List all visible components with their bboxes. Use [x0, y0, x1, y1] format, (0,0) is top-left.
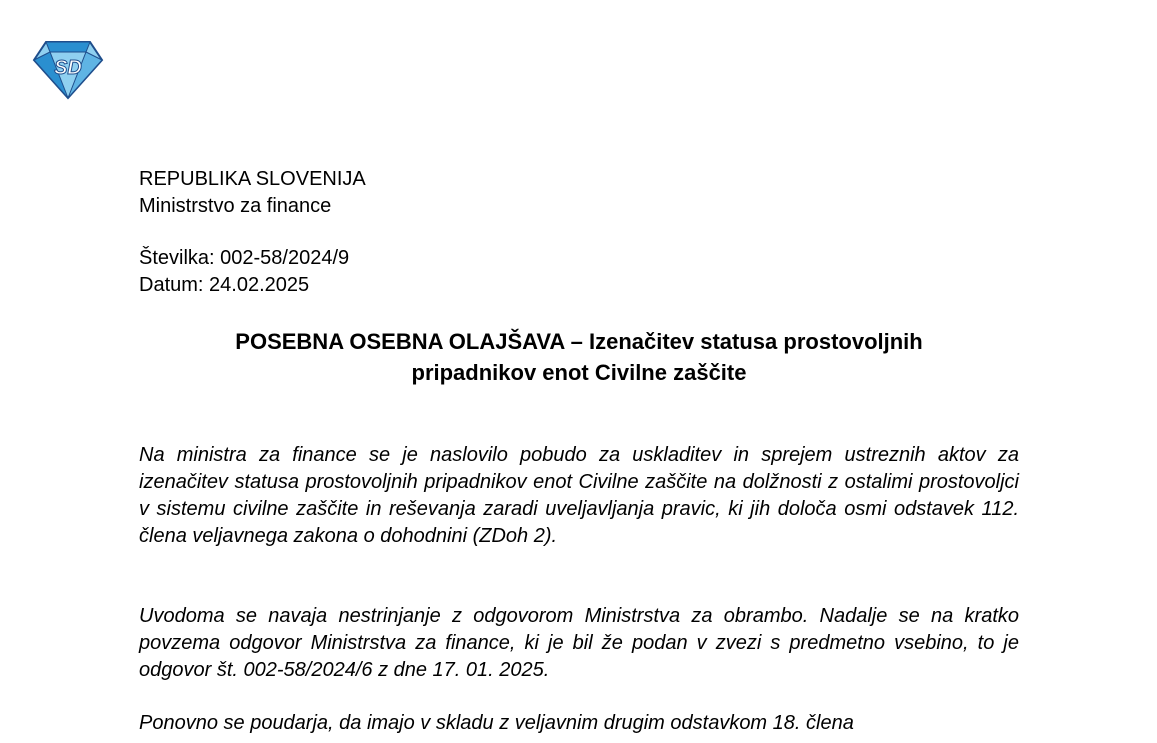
- body-paragraph-3: Ponovno se poudarja, da imajo v skladu z veljavnim drugim odstavkom 18. člena: [139, 712, 854, 734]
- letterhead: [139, 166, 366, 220]
- svg-text:SD: SD: [54, 57, 82, 79]
- title-line-2: pripadnikov enot Civilne zaščite: [411, 360, 747, 385]
- document-number: Številka: 002-58/2024/9: [139, 247, 350, 269]
- body-paragraph-1: Na ministra za finance se je naslovilo pobudo za uskladitev in sprejem ustreznih aktov za izenačitev statusa prostovoljnih pripadnikov enot Civilne zaščite na dolžnosti z ostalimi prostovoljci v sistemu civilne zaščite in reševanja zaradi uveljavljanja pravic, ki jih določa osmi odstavek 112. člena veljavnega zakona o dohodnini (ZDoh 2).: [139, 444, 1019, 547]
- country-name: REPUBLIKA SLOVENIJA: [139, 168, 366, 190]
- sd-logo-icon: [32, 40, 104, 100]
- ministry-name: Ministrstvo za finance: [139, 195, 332, 217]
- body-paragraph-2: Uvodoma se navaja nestrinjanje z odgovorom Ministrstva za obrambo. Nadalje se na kratko povzema odgovor Ministrstva za finance, ki je bil že podan v zvezi s predmetno vsebino, to je odgovor št. 002-58/2024/6 z dne 17. 01. 2025.: [139, 605, 1019, 681]
- title-line-1: POSEBNA OSEBNA OLAJŠAVA – Izenačitev statusa prostovoljnih: [235, 329, 923, 354]
- document-date: Datum: 24.02.2025: [139, 274, 310, 296]
- document-title: [139, 326, 1019, 388]
- reference-block: [139, 245, 349, 299]
